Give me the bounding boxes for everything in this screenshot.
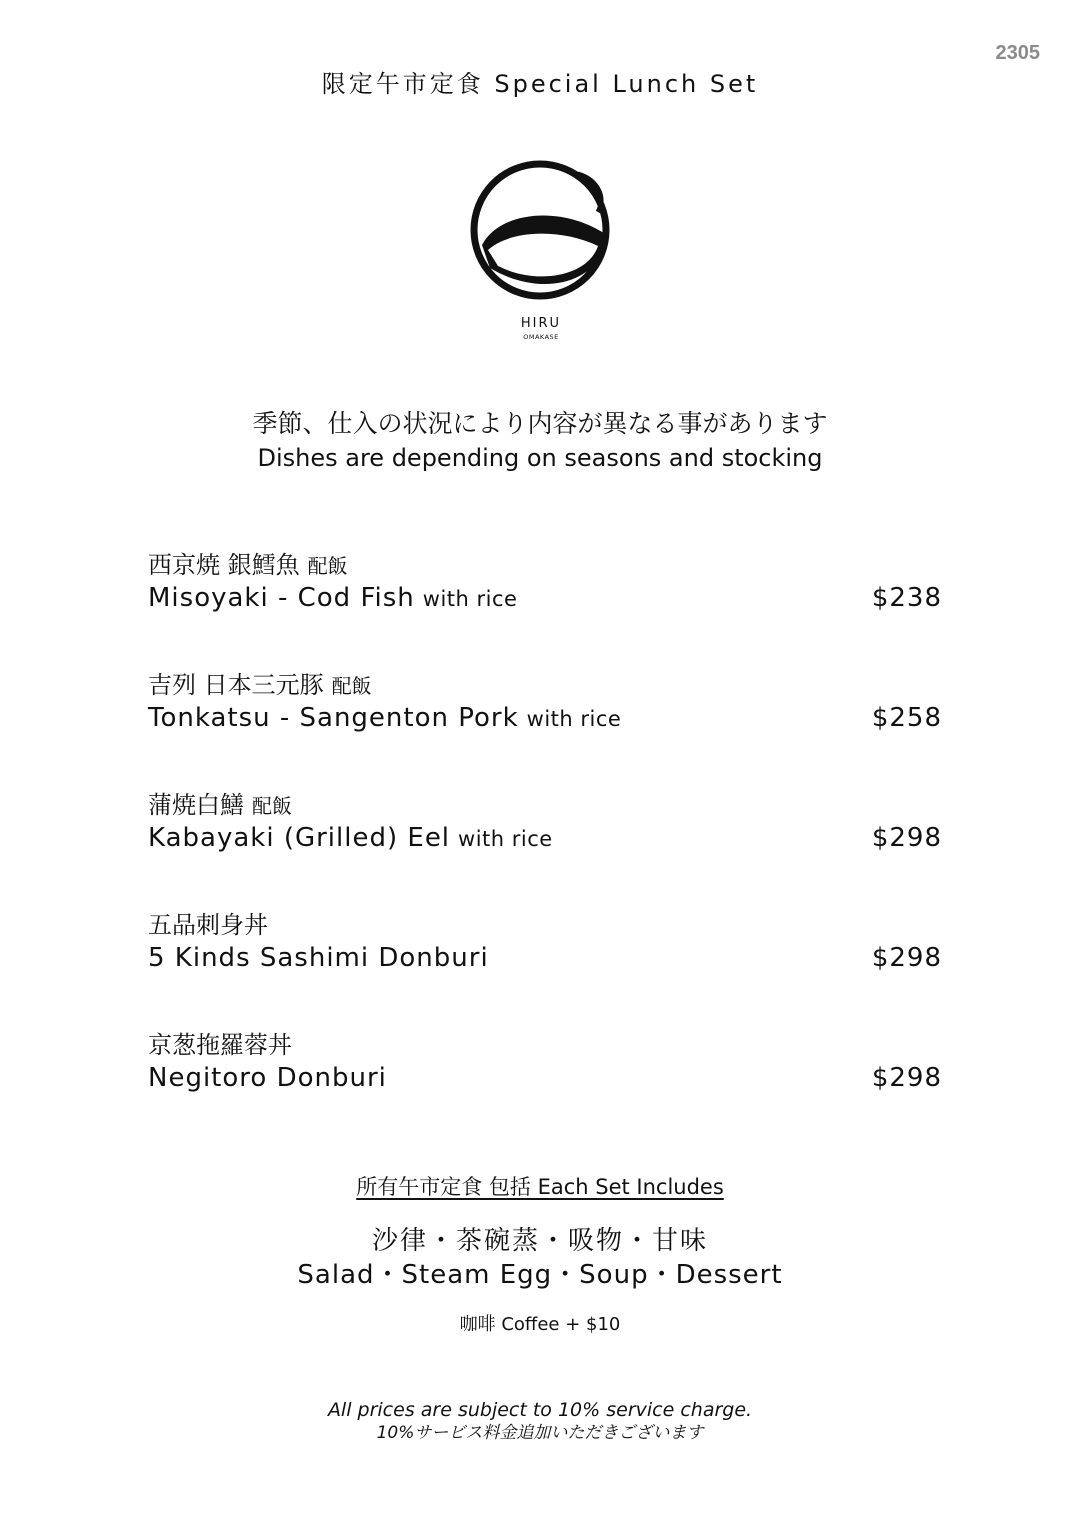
coffee-addon: 咖啡 Coffee + $10 xyxy=(459,1314,621,1335)
item-en-name: Misoyaki - Cod Fish xyxy=(148,583,415,613)
item-en-line xyxy=(148,942,942,975)
item-jp-name: 西京焼 銀鱈魚 xyxy=(148,551,300,579)
menu-list xyxy=(148,548,942,1148)
notice-en: Dishes are depending on seasons and stocking xyxy=(257,444,823,472)
item-jp-suffix: 配飯 xyxy=(252,794,292,818)
includes-en: Salad・Steam Egg・Soup・Dessert xyxy=(297,1260,783,1290)
page-title: 限定午市定食 Special Lunch Set xyxy=(321,70,759,98)
menu-item xyxy=(148,668,942,788)
item-en-name: 5 Kinds Sashimi Donburi xyxy=(148,943,489,973)
item-en-name: Negitoro Donburi xyxy=(148,1063,387,1093)
item-price: $298 xyxy=(871,943,942,973)
item-jp-name: 五品刺身丼 xyxy=(148,911,268,939)
footnote-en: All prices are subject to 10% service charge. xyxy=(327,1399,753,1421)
item-price: $258 xyxy=(871,703,942,733)
item-jp-name: 吉列 日本三元豚 xyxy=(148,671,324,699)
footnote-jp: 10%サービス料金追加いただきございます xyxy=(376,1423,704,1443)
item-jp-line xyxy=(148,548,942,582)
menu-item xyxy=(148,1028,942,1148)
item-jp-suffix: 配飯 xyxy=(307,554,348,578)
includes-jp: 沙律・茶碗蒸・吸物・甘味 xyxy=(371,1226,708,1256)
item-jp-line xyxy=(148,788,942,822)
item-jp-line xyxy=(148,908,942,942)
item-en-suffix: with rice xyxy=(458,827,553,851)
item-en-line xyxy=(148,702,942,735)
includes-title: 所有午市定食 包括 Each Set Includes xyxy=(356,1175,724,1199)
logo-mark-icon xyxy=(460,150,622,350)
notice xyxy=(0,406,1080,474)
item-jp-line xyxy=(148,1028,942,1062)
includes-section xyxy=(0,1172,1080,1338)
item-en-suffix: with rice xyxy=(422,587,518,611)
item-price: $298 xyxy=(871,1063,942,1093)
logo-brand: HIRU xyxy=(520,316,562,331)
item-price: $238 xyxy=(871,583,942,613)
menu-item xyxy=(148,908,942,1028)
page-code: 2305 xyxy=(995,42,1040,64)
logo-sub: OMAKASE xyxy=(523,333,559,341)
item-en-name: Kabayaki (Grilled) Eel xyxy=(148,823,451,853)
menu-item xyxy=(148,788,942,908)
item-jp-suffix: 配飯 xyxy=(331,674,372,698)
footnote xyxy=(0,1398,1080,1444)
item-en-suffix: with rice xyxy=(526,707,622,731)
item-jp-name: 蒲焼白鱔 xyxy=(148,791,244,819)
menu-item xyxy=(148,548,942,668)
item-en-name: Tonkatsu - Sangenton Pork xyxy=(148,703,519,733)
item-en-line xyxy=(148,582,942,615)
item-jp-name: 京葱拖羅蓉丼 xyxy=(148,1031,292,1059)
notice-jp: 季節、仕入の状況により内容が異なる事があります xyxy=(252,409,828,438)
item-en-line xyxy=(148,1062,942,1095)
item-price: $298 xyxy=(871,823,942,853)
item-jp-line xyxy=(148,668,942,702)
item-en-line xyxy=(148,822,942,855)
logo xyxy=(460,150,622,350)
